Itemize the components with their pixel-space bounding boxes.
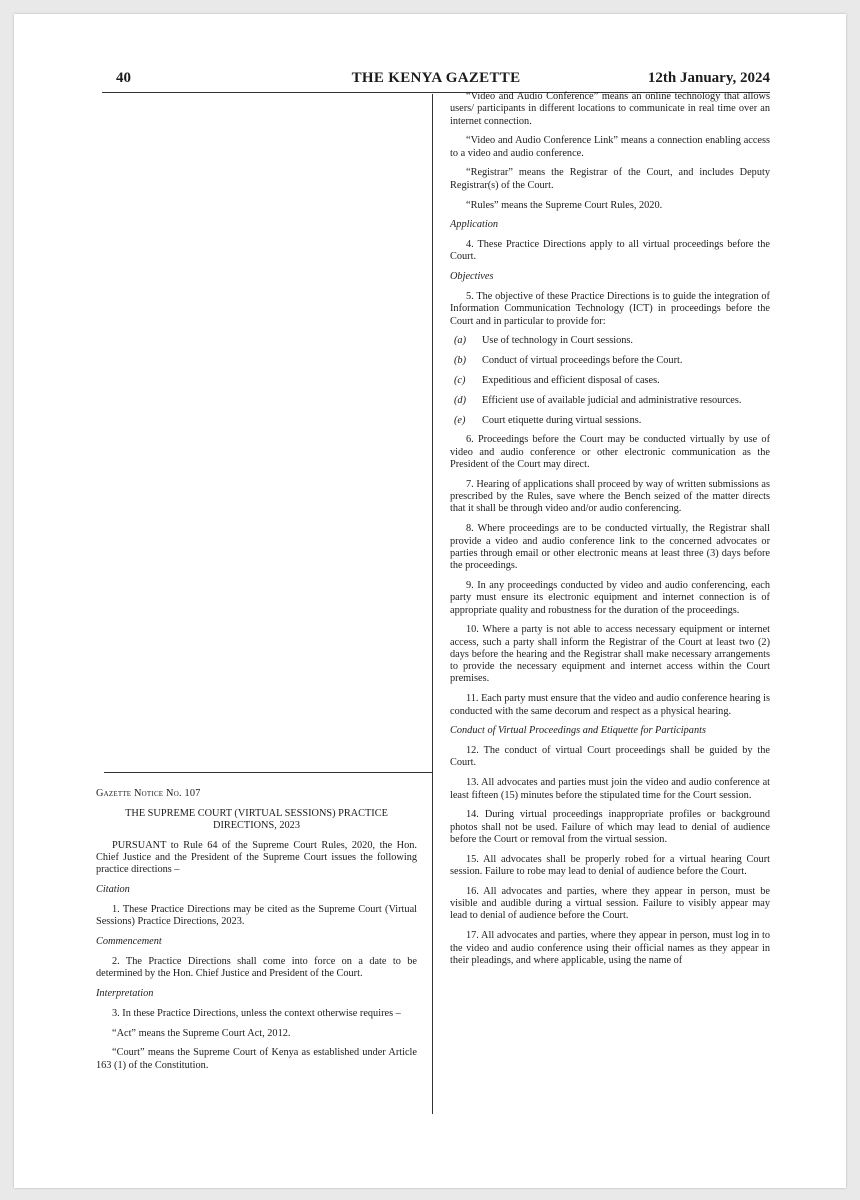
list-item-text: Use of technology in Court sessions. (482, 335, 634, 347)
heading-commencement: Commencement (96, 936, 162, 948)
paragraph-12: 12. The conduct of virtual Court proceedings shall be guided by the Court. (450, 745, 770, 769)
paragraph-8: 8. Where proceedings are to be conducted virtually, the Registrar shall provide a video and audio conference link to the concerned advocates or parties through email or other electronic means at least three (3) days before the proceedings. (450, 523, 770, 572)
list-item-text: Expeditious and efficient disposal of cases. (482, 375, 660, 387)
list-item-label: (d) (454, 394, 467, 406)
list-item (450, 335, 770, 347)
definition-act: “Act” means the Supreme Court Act, 2012. (112, 1027, 291, 1039)
paragraph-15: 15. All advocates shall be properly robed for a virtual hearing Court session. Failure to robe may lead to denial of audience before the Court. (450, 853, 770, 878)
list-item-text: Court etiquette during virtual sessions. (482, 414, 642, 426)
paragraph-5: 5. The objective of these Practice Directions is to guide the integration of Information Communication Technology (ICT) in proceedings before the Court and in particular to provide for: (450, 291, 770, 327)
paragraph-3: 3. In these Practice Directions, unless the context otherwise requires – (112, 1007, 401, 1019)
heading-conduct: Conduct of Virtual Proceedings and Etiquette for Participants (450, 725, 706, 737)
paragraph-13: 13. All advocates and parties must join the video and audio conference at least fifteen (15) minutes before the stipulated time for the Court session. (450, 777, 770, 801)
paragraph-14: 14. During virtual proceedings inappropriate profiles or background photos shall not be used. Failure of which may lead to denial of audience before the Court or removal from the virtual session. (450, 809, 770, 845)
list-item-label: (b) (454, 355, 467, 367)
paragraph-2: 2. The Practice Directions shall come into force on a date to be determined by the Hon. Chief Justice and President of the Court. (96, 955, 417, 980)
page-number: 40 (116, 70, 131, 86)
paragraph-9: 9. In any proceedings conducted by video and audio conferencing, each party must ensure its electronic equipment and internet connection is of appropriate quality and robustness for the duration of the proceedings. (450, 579, 770, 616)
heading-application: Application (450, 219, 499, 231)
definition-conference-link: “Video and Audio Conference Link” means a connection enabling access to a video and audio conference. (450, 135, 770, 159)
left-column (96, 788, 417, 1080)
heading-interpretation: Interpretation (96, 988, 154, 1000)
list-item-label: (a) (454, 335, 467, 347)
gazette-page (14, 14, 846, 1188)
paragraph-10: 10. Where a party is not able to access necessary equipment or internet access, such a party shall inform the Registrar of the Court at least two (2) days before the hearing and the Registrar shall make necessary arrangements to provide the necessary equipment and internet access within the Court premises. (450, 624, 770, 685)
definition-registrar: “Registrar” means the Registrar of the Court, and includes Deputy Registrar(s) of the Court. (450, 167, 770, 191)
preamble: PURSUANT to Rule 64 of the Supreme Court Rules, 2020, the Hon. Chief Justice and the President of the Supreme Court issues the following practice directions – (96, 839, 417, 876)
paragraph-11: 11. Each party must ensure that the video and audio conference hearing is conducted with the same decorum and respect as a physical hearing. (450, 693, 770, 717)
paragraph-6: 6. Proceedings before the Court may be conducted virtually by use of video and audio conference or other electronic communication as the President of the Court may direct. (450, 434, 770, 471)
paragraph-16: 16. All advocates and parties, where they appear in person, must be visible and audible during a virtual session. Failure to visibly appear may lead to denial of audience before the Court. (450, 885, 770, 922)
list-item-text: Conduct of virtual proceedings before the Court. (482, 355, 683, 367)
paragraph-1: 1. These Practice Directions may be cited as the Supreme Court (Virtual Sessions) Practice Directions, 2023. (96, 904, 417, 928)
list-item (450, 355, 770, 367)
list-item (450, 415, 770, 427)
paragraph-7: 7. Hearing of applications shall proceed by way of written submissions as prescribed by the Rules, save where the Bench seized of the matter directs that it shall be through video and/or audio conferencing. (450, 478, 770, 515)
paragraph-17: 17. All advocates and parties, where they appear in person, must log in to the video and audio conference using their official names as they appear in their pleadings, and where applicable, using the name of (450, 930, 770, 966)
issue-date: 12th January, 2024 (647, 70, 770, 86)
notice-number: Gazette Notice No. 107 (96, 788, 201, 799)
notice-title: THE SUPREME COURT (VIRTUAL SESSIONS) PRACTICE DIRECTIONS, 2023 (125, 807, 388, 832)
heading-citation: Citation (96, 884, 130, 896)
notice-separator (104, 772, 432, 773)
list-item-text: Efficient use of available judicial and administrative resources. (482, 394, 742, 406)
paragraph-4: 4. These Practice Directions apply to all virtual proceedings before the Court. (450, 239, 770, 263)
list-item-label: (c) (454, 375, 466, 387)
page-header (102, 66, 770, 93)
list-item-label: (e) (454, 414, 466, 426)
list-item (450, 395, 770, 407)
list-item (450, 375, 770, 387)
right-column (450, 91, 770, 975)
publication-title: THE KENYA GAZETTE (351, 70, 521, 86)
definition-rules: “Rules” means the Supreme Court Rules, 2020. (466, 199, 663, 211)
definition-video-audio-conference: “Video and Audio Conference” means an online technology that allows users/ participants in different locations to communicate in real time over an internet connection. (450, 91, 770, 127)
heading-objectives: Objectives (450, 271, 494, 283)
column-divider (432, 94, 433, 1114)
definition-court: “Court” means the Supreme Court of Kenya as established under Article 163 (1) of the Constitution. (96, 1047, 417, 1071)
